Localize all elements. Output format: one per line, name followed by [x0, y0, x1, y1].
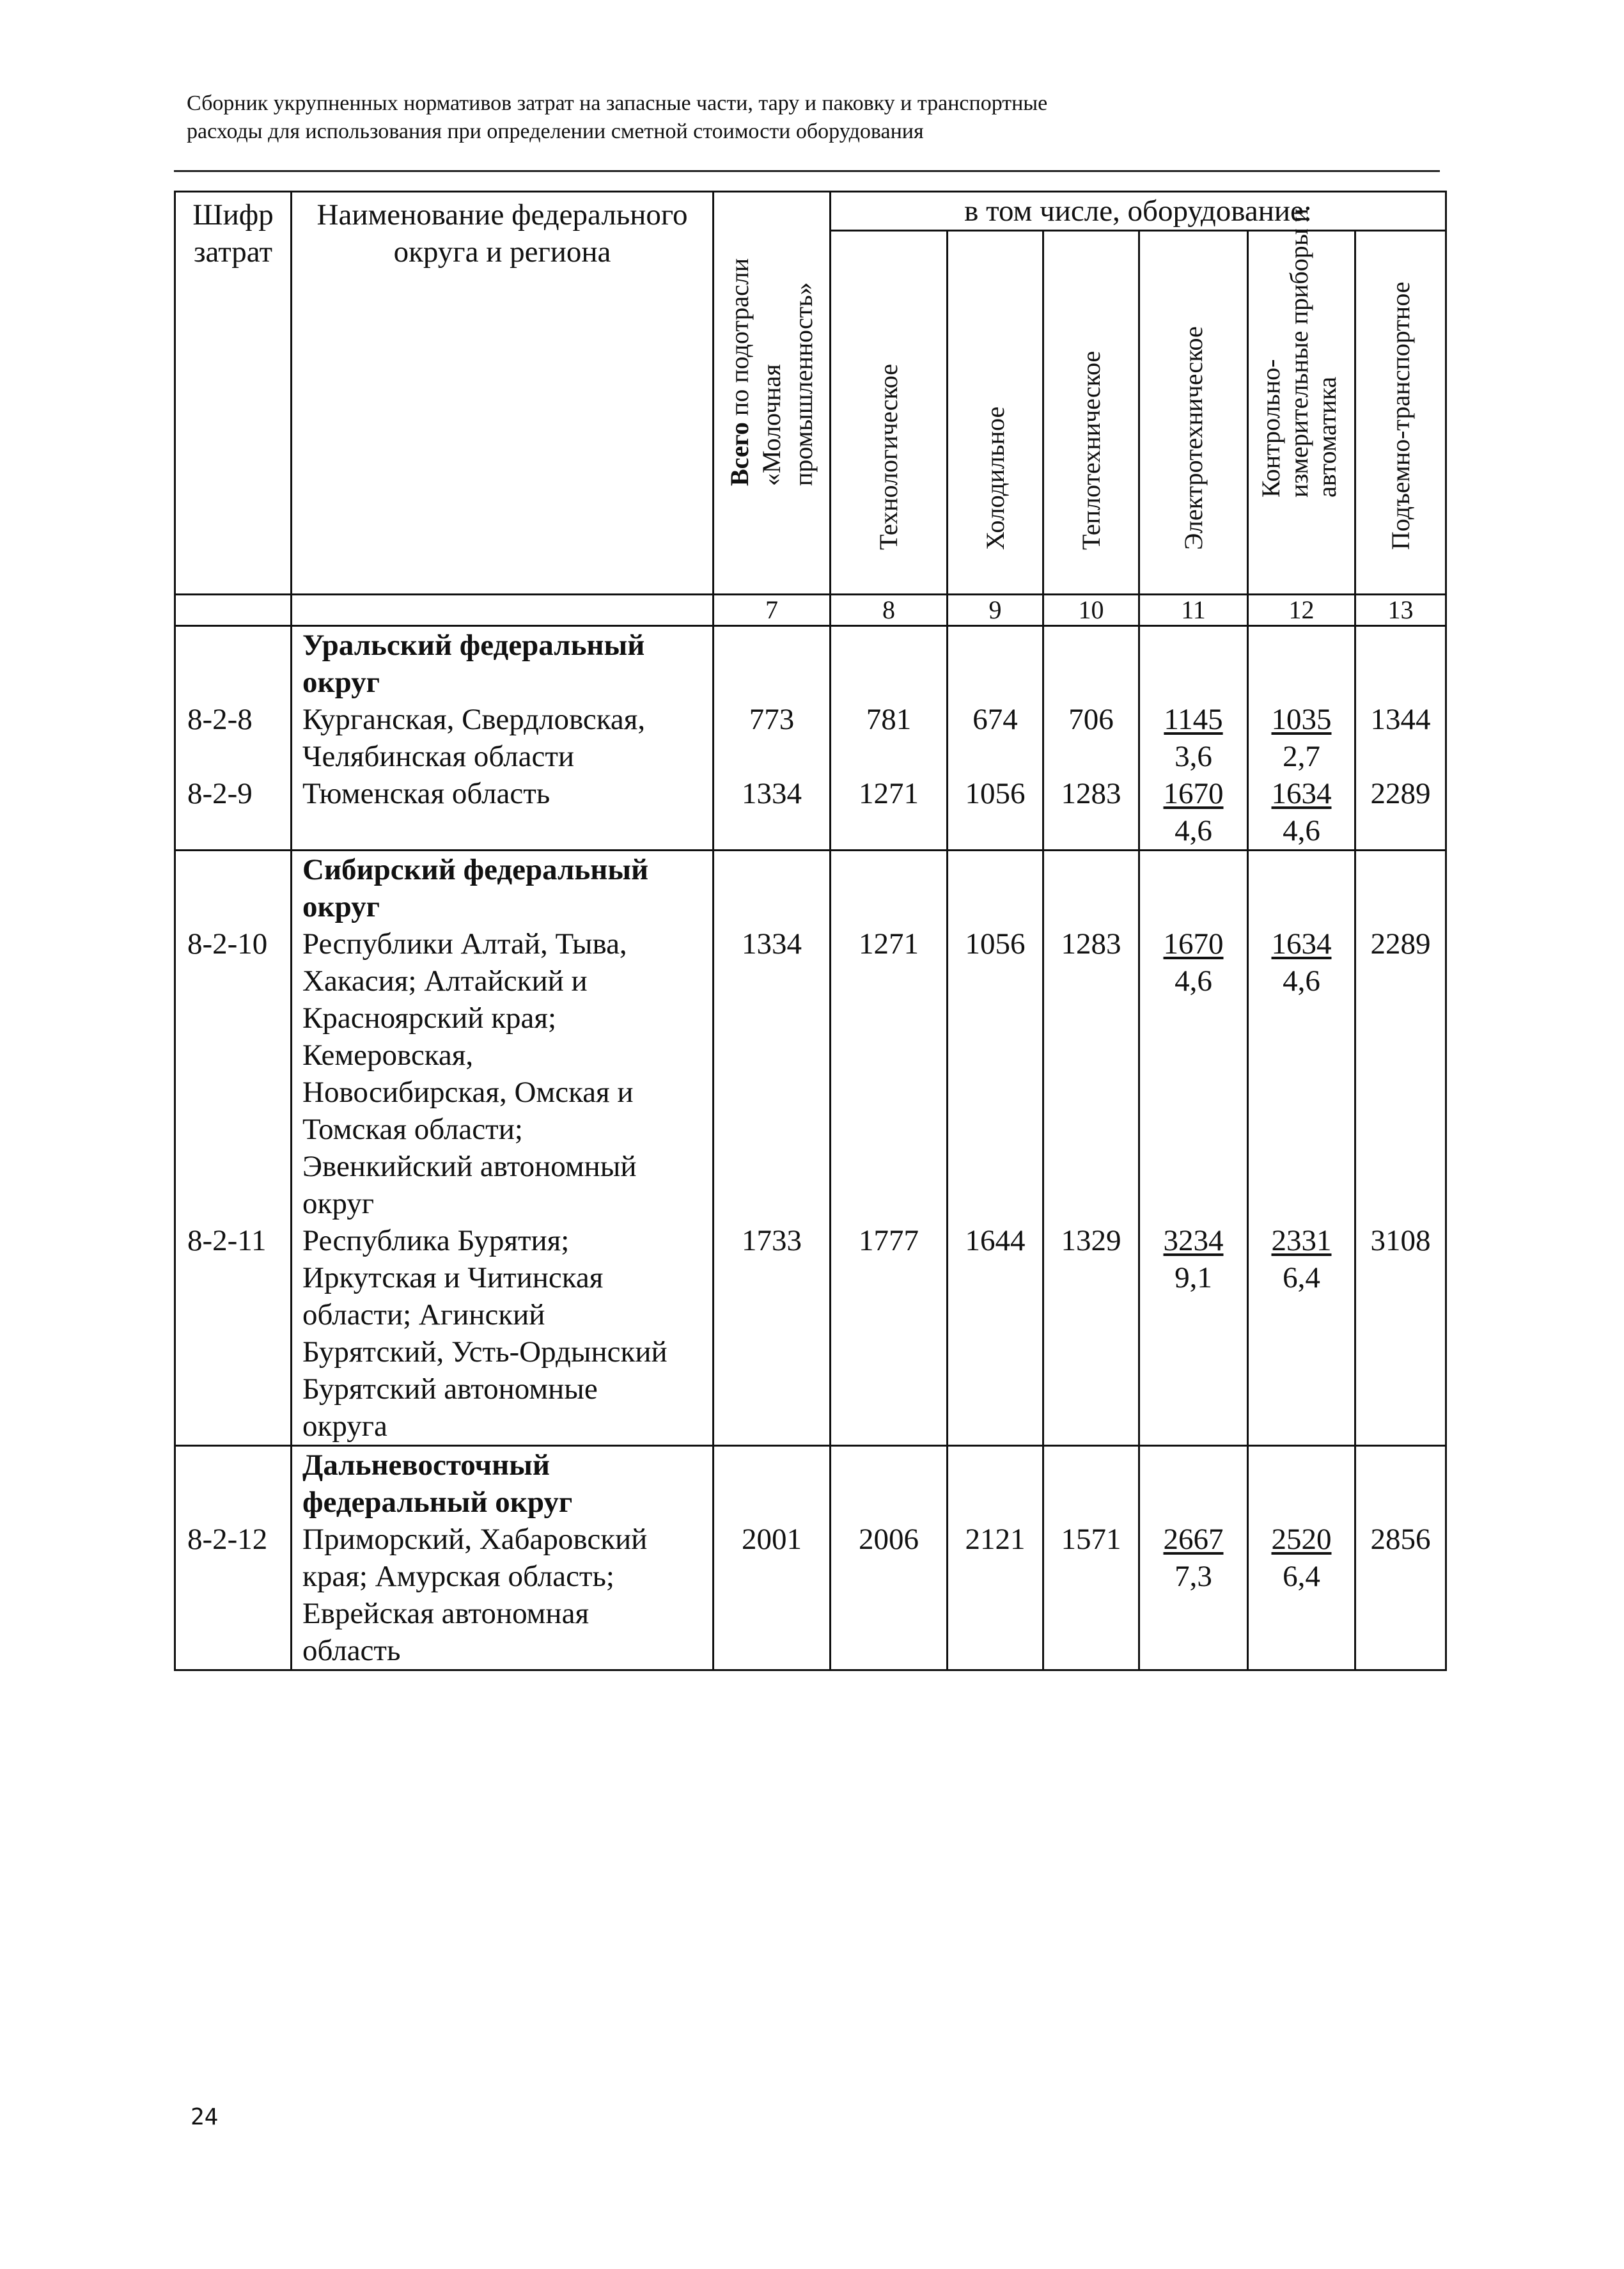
row-region-name: Республики Алтай, Тыва, Хакасия; Алтайский и Красноярский края; Кемеровская, Новосибирская, Омская и Томская области; Эвенкийский автономный округ — [292, 925, 714, 1222]
row-code: 8-2-10 — [175, 925, 292, 1222]
table-row — [175, 925, 1446, 1222]
header-lifting: Подъемно-транспортное — [1355, 231, 1446, 595]
header-technological: Технологическое — [831, 231, 948, 595]
cell-c8: 781 — [831, 701, 948, 775]
row-region-name: Курганская, Свердловская, Челябинская области — [292, 701, 714, 775]
cell-c11: 1670 4,6 — [1139, 775, 1248, 851]
row-region-name: Тюменская область — [292, 775, 714, 851]
header-total: Всего по подотрасли «Молочная промышленность» — [714, 192, 831, 595]
cell-c12: 2520 6,4 — [1248, 1521, 1355, 1670]
document-header — [187, 90, 1453, 146]
table-row — [175, 1521, 1446, 1670]
cell-c10: 706 — [1043, 701, 1139, 775]
cell-c8: 1777 — [831, 1222, 948, 1446]
header-line-1: Сборник укрупненных нормативов затрат на запасные части, тару и паковку и транспортные — [187, 91, 1048, 115]
header-name: Наименование федерального округа и региона — [292, 192, 714, 595]
cell-total: 1334 — [714, 775, 831, 851]
section-1 — [175, 851, 1446, 1446]
cell-c12: 1634 4,6 — [1248, 925, 1355, 1222]
cell-c10: 1329 — [1043, 1222, 1139, 1446]
row-code: 8-2-8 — [175, 701, 292, 775]
cost-norms-table — [174, 191, 1447, 1671]
cell-c11: 1670 4,6 — [1139, 925, 1248, 1222]
cell-c13: 3108 — [1355, 1222, 1446, 1446]
cell-c11: 3234 9,1 — [1139, 1222, 1248, 1446]
cell-c12: 1634 4,6 — [1248, 775, 1355, 851]
table-row — [175, 1222, 1446, 1446]
page-number: 24 — [191, 2104, 219, 2130]
header-code: Шифр затрат — [175, 192, 292, 595]
cell-c13: 2289 — [1355, 775, 1446, 851]
header-rule — [174, 170, 1440, 172]
row-code: 8-2-12 — [175, 1521, 292, 1670]
cell-total: 1334 — [714, 925, 831, 1222]
section-0 — [175, 626, 1446, 851]
cell-c9: 1644 — [948, 1222, 1043, 1446]
header-electrical: Электротехническое — [1139, 231, 1248, 595]
row-code: 8-2-9 — [175, 775, 292, 851]
cell-c9: 674 — [948, 701, 1043, 775]
cell-c8: 1271 — [831, 775, 948, 851]
cell-c10: 1571 — [1043, 1521, 1139, 1670]
row-region-name: Приморский, Хабаровский края; Амурская область; Еврейская автономная область — [292, 1521, 714, 1670]
row-region-name: Республика Бурятия; Иркутская и Читинская области; Агинский Бурятский, Усть-Ордынский Бурятский автономные округа — [292, 1222, 714, 1446]
section-title-row — [175, 626, 1446, 702]
cell-c8: 1271 — [831, 925, 948, 1222]
section-2 — [175, 1446, 1446, 1670]
cell-c13: 2289 — [1355, 925, 1446, 1222]
cell-c10: 1283 — [1043, 775, 1139, 851]
table-row — [175, 701, 1446, 775]
header-heat: Теплотехническое — [1043, 231, 1139, 595]
cell-c10: 1283 — [1043, 925, 1139, 1222]
header-group: в том числе, оборудование: — [831, 192, 1446, 231]
section-title-row — [175, 851, 1446, 926]
cell-total: 1733 — [714, 1222, 831, 1446]
section-title-row — [175, 1446, 1446, 1521]
column-numbers-row: 7 8 9 10 11 12 13 — [175, 595, 1446, 626]
header-line-2: расходы для использования при определении сметной стоимости оборудования — [187, 120, 924, 143]
cell-c11: 2667 7,3 — [1139, 1521, 1248, 1670]
header-instruments: Контрольно- измерительные приборы и автоматика — [1248, 231, 1355, 595]
section-title: Дальневосточный федеральный округ — [292, 1446, 714, 1521]
cell-c12: 2331 6,4 — [1248, 1222, 1355, 1446]
cell-c9: 2121 — [948, 1521, 1043, 1670]
cell-c13: 1344 — [1355, 701, 1446, 775]
table-row — [175, 775, 1446, 851]
section-title: Уральский федеральный округ — [292, 626, 714, 702]
cell-c9: 1056 — [948, 925, 1043, 1222]
cell-c13: 2856 — [1355, 1521, 1446, 1670]
cell-c12: 1035 2,7 — [1248, 701, 1355, 775]
cell-total: 2001 — [714, 1521, 831, 1670]
row-code: 8-2-11 — [175, 1222, 292, 1446]
cell-c9: 1056 — [948, 775, 1043, 851]
header-row — [175, 192, 1446, 231]
cell-c11: 1145 3,6 — [1139, 701, 1248, 775]
cell-total: 773 — [714, 701, 831, 775]
header-refrigeration: Холодильное — [948, 231, 1043, 595]
cell-c8: 2006 — [831, 1521, 948, 1670]
section-title: Сибирский федеральный округ — [292, 851, 714, 926]
